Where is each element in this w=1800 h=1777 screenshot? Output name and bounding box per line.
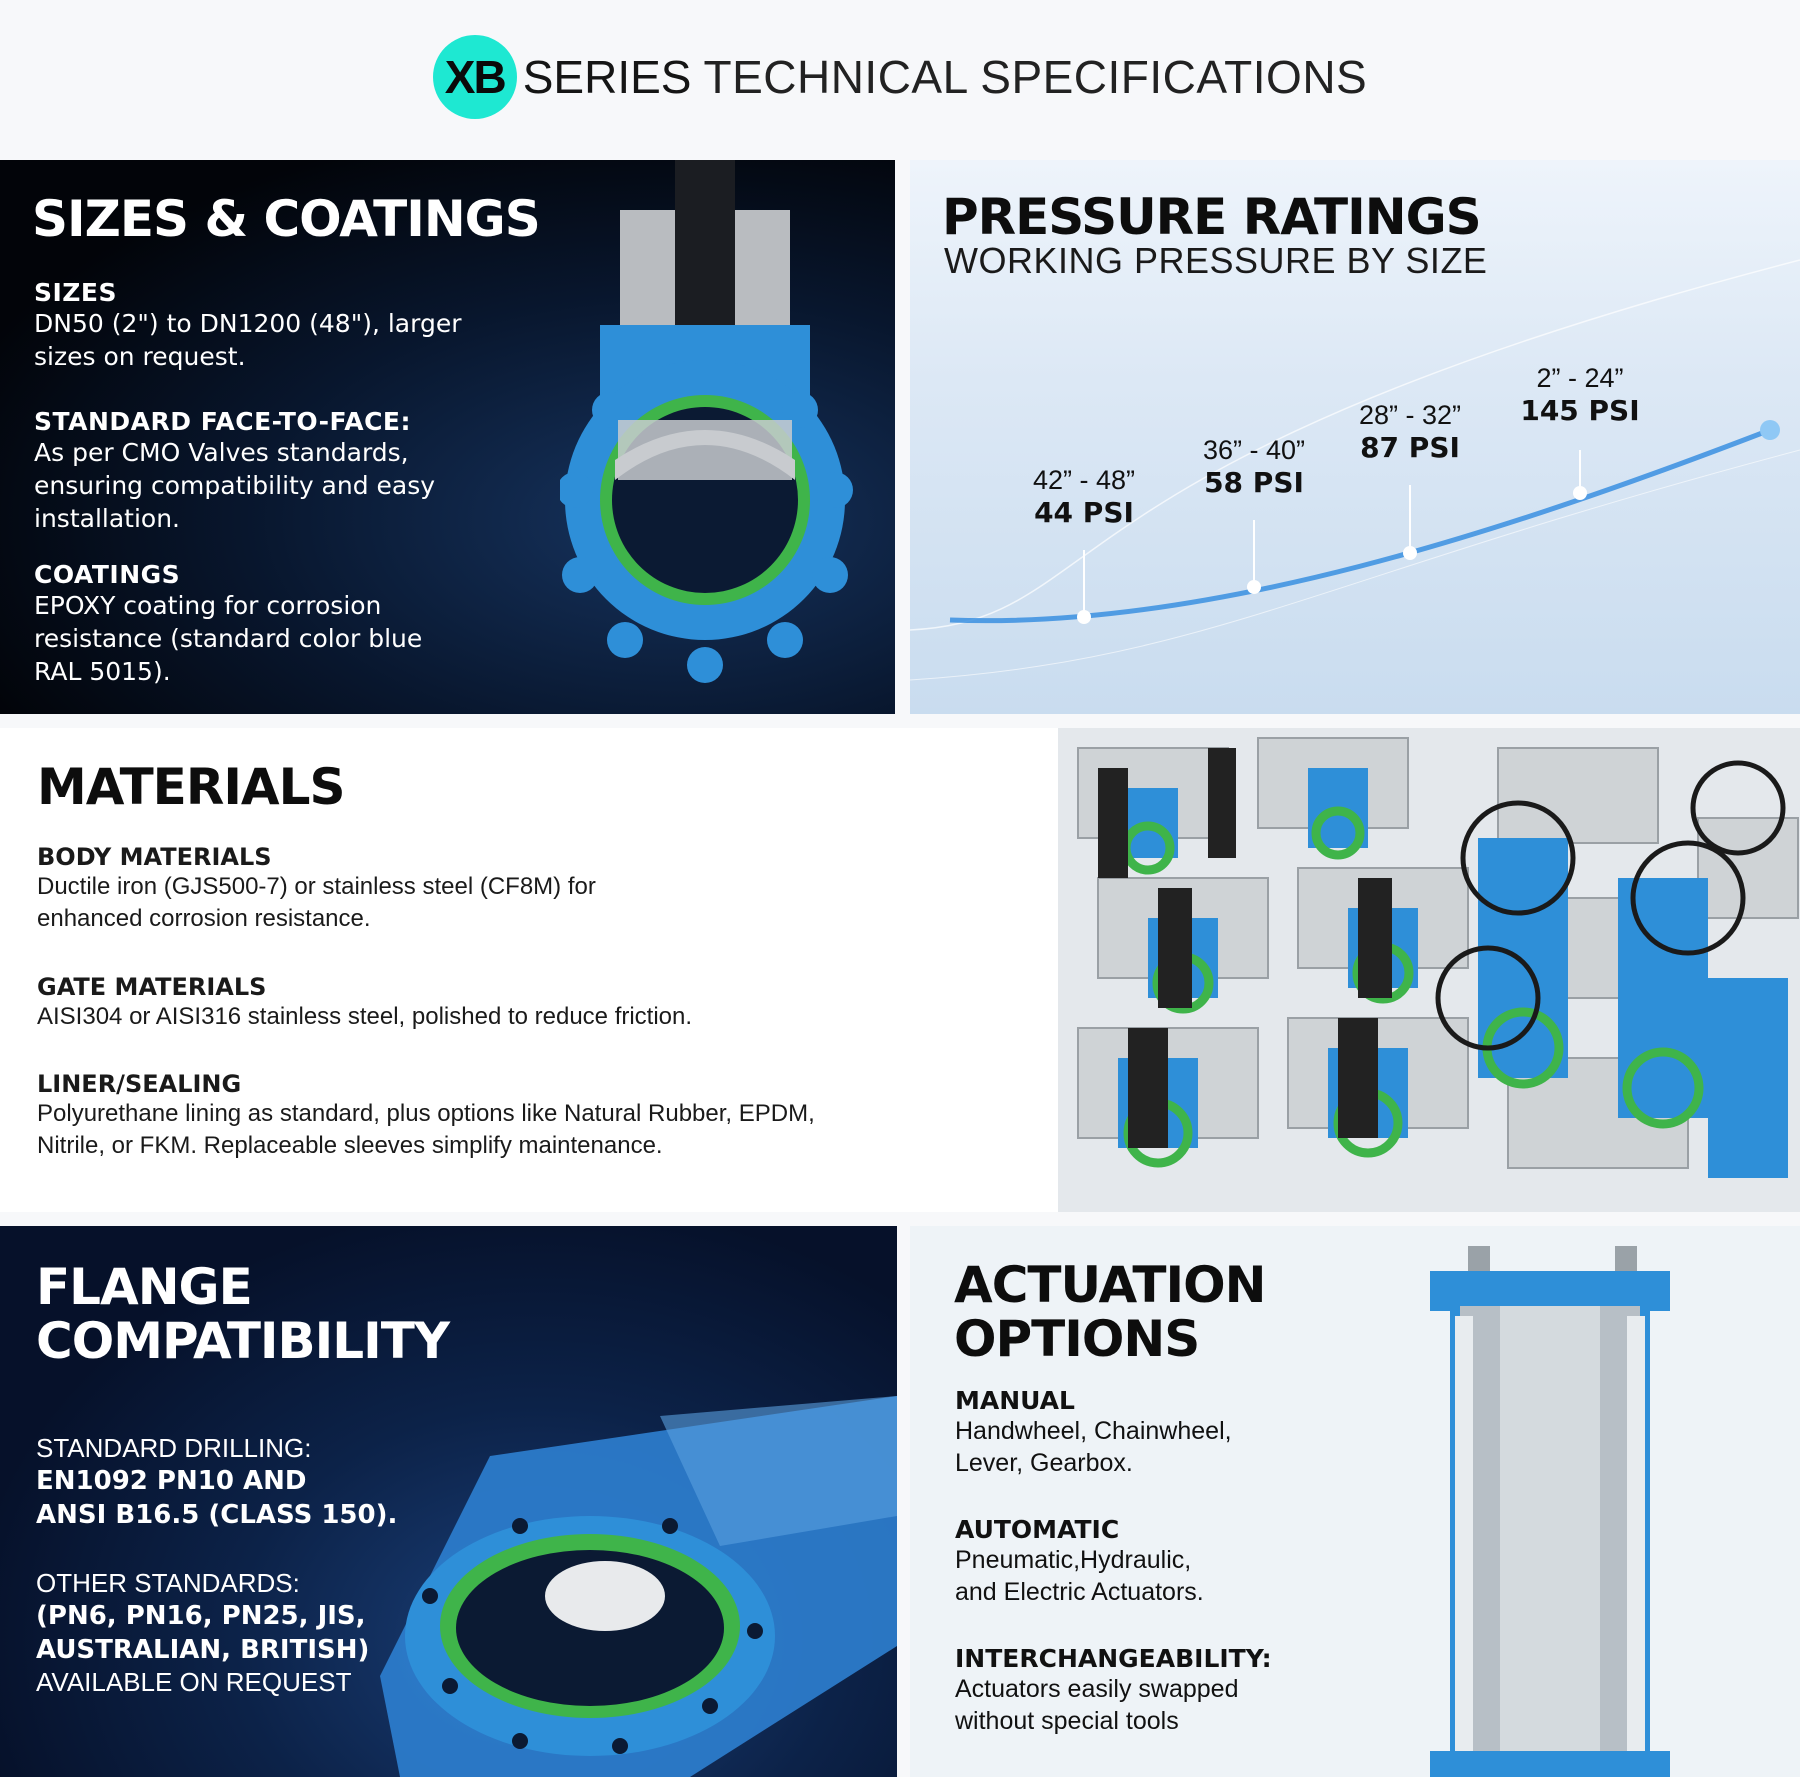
sizes-label: SIZES <box>34 278 118 307</box>
gate-materials-block <box>37 973 887 1033</box>
pressure-label-42-48: 42” - 48” 44 PSI <box>1032 465 1136 529</box>
gate-materials-text: AISI304 or AISI316 stainless steel, polished to reduce friction. <box>37 1003 693 1030</box>
face-to-face-label: STANDARD FACE-TO-FACE: <box>34 407 412 436</box>
pressure-label-36-40: 36” - 40” 58 PSI <box>1202 435 1306 499</box>
gate-materials-label: GATE MATERIALS <box>37 973 267 1001</box>
liner-sealing-block <box>37 1070 877 1162</box>
pressure-label-2-24: 2” - 24” 145 PSI <box>1520 363 1640 427</box>
other-standards-label: OTHER STANDARDS: <box>36 1568 300 1598</box>
sizes-coatings-title: SIZES & COATINGS <box>32 190 540 248</box>
coatings-block <box>34 560 474 688</box>
point-28-32 <box>1403 546 1417 560</box>
other-standards-line1: (PN6, PN16, PN25, JIS, <box>36 1601 366 1631</box>
interchangeability-label: INTERCHANGEABILITY: <box>955 1644 1272 1673</box>
flange-valve-image <box>360 1396 897 1777</box>
sizes-block <box>34 278 504 373</box>
xb-logo: XB <box>433 35 517 119</box>
manual-label: MANUAL <box>955 1386 1075 1415</box>
point-42-48 <box>1077 610 1091 624</box>
pressure-ratings-subtitle: WORKING PRESSURE BY SIZE <box>944 240 1488 281</box>
pressure-ratings-panel <box>910 160 1800 714</box>
valves-on-pallets-image <box>1058 728 1800 1212</box>
manual-block: MANUAL Handwheel, Chainwheel, Lever, Gearbox. <box>955 1386 1232 1477</box>
coatings-text: EPOXY coating for corrosion resistance (standard color blue RAL 5015). <box>34 591 423 686</box>
valves-on-pallets-photo <box>1058 728 1800 1212</box>
title-technical-specifications: TECHNICAL SPECIFICATIONS <box>703 51 1368 103</box>
pressure-label-28-32: 28” - 32” 87 PSI <box>1358 400 1462 464</box>
standard-drilling-block <box>36 1433 397 1532</box>
knife-gate-valve-image <box>560 160 860 714</box>
body-materials-label: BODY MATERIALS <box>37 843 272 871</box>
automatic-label: AUTOMATIC <box>955 1515 1120 1544</box>
sizes-text: DN50 (2") to DN1200 (48"), larger sizes on request. <box>34 309 462 371</box>
pneumatic-actuator-image <box>1430 1246 1670 1777</box>
sizes-coatings-panel <box>0 160 895 714</box>
flange-compatibility-title: FLANGE COMPATIBILITY <box>36 1258 450 1370</box>
pressure-ratings-title: PRESSURE RATINGS <box>942 188 1481 246</box>
face-to-face-text: As per CMO Valves standards, ensuring compatibility and easy installation. <box>34 438 436 533</box>
page-header <box>0 0 1800 160</box>
other-standards-block <box>36 1568 369 1698</box>
actuation-options-panel <box>910 1226 1800 1777</box>
actuation-options-title: ACTUATION OPTIONS <box>954 1256 1266 1368</box>
body-materials-text: Ductile iron (GJS500-7) or stainless steel (CF8M) for enhanced corrosion resistance. <box>37 873 596 932</box>
interchangeability-block: INTERCHANGEABILITY: Actuators easily swapped without special tools <box>955 1644 1272 1735</box>
flange-compatibility-panel <box>0 1226 897 1777</box>
title-series: SERIES <box>522 51 692 103</box>
standard-drilling-line2: ANSI B16.5 (CLASS 150). <box>36 1500 398 1530</box>
standard-drilling-line1: EN1092 PN10 AND <box>36 1466 307 1496</box>
liner-sealing-label: LINER/SEALING <box>37 1070 242 1098</box>
automatic-block: AUTOMATIC Pneumatic,Hydraulic, and Electric Actuators. <box>955 1515 1204 1606</box>
materials-panel <box>0 728 1058 1212</box>
point-36-40 <box>1247 580 1261 594</box>
page-title <box>0 35 1800 119</box>
body-materials-block <box>37 843 687 935</box>
materials-title: MATERIALS <box>37 758 345 816</box>
standard-drilling-label: STANDARD DRILLING: <box>36 1433 312 1463</box>
face-to-face-block <box>34 407 474 535</box>
point-2-24 <box>1573 486 1587 500</box>
coatings-label: COATINGS <box>34 560 181 589</box>
other-standards-availability: AVAILABLE ON REQUEST <box>36 1667 352 1697</box>
other-standards-line2: AUSTRALIAN, BRITISH) <box>36 1635 370 1665</box>
liner-sealing-text: Polyurethane lining as standard, plus options like Natural Rubber, EPDM, Nitrile, or FKM. Replaceable sleeves simplify maintenance. <box>37 1100 815 1159</box>
